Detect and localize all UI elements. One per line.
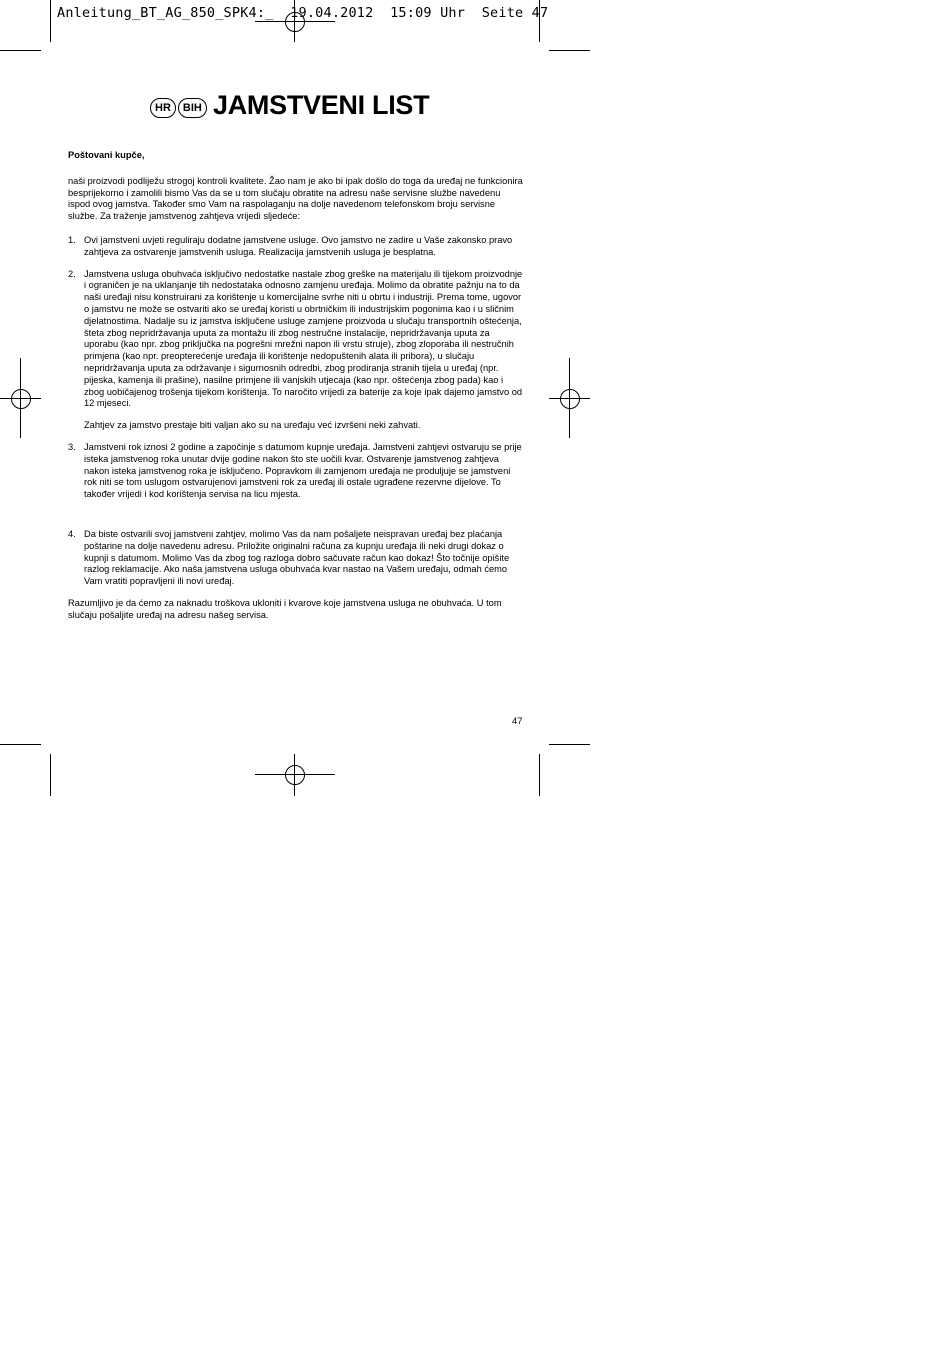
item-2-note: Zahtjev za jamstvo prestaje biti valjan ako su na uređaju već izvršeni neki zahvati. [84,420,421,431]
warranty-item-3 [68,442,524,501]
registration-target-bottom-circle [285,765,305,785]
crop-mark-top-left-h [0,50,41,51]
crop-mark-top-left-v [50,0,51,42]
registration-target-left-circle [11,389,31,409]
item-number: 4. [68,528,76,539]
crop-mark-bottom-right-v [539,754,540,796]
item-number: 3. [68,441,76,452]
crop-mark-top-right-h [549,50,590,51]
spacer [68,511,524,529]
item-text: Jamstveni rok iznosi 2 godine a započinje s datumom kupnje uređaja. Jamstveni zahtjevi ostvaruju se prije isteka jamstvenog roka unutar dvije godine nakon što ste uočili kvar. Ostvarenje jamstvenog zahtjeva nakon isteka jamstvenog roka je isključeno. Popravkom ili zamjenom uređaja ne produljuje se jamstveni rok niti se tom uslugom ostvarujenovi jamstveni rok za uređaj ili ostale ugrađene rezervne dijelove. To također vrijedi i kod korištenja servisa na licu mjesta. [84,441,522,500]
greeting: Poštovani kupče, [68,150,145,160]
country-badge-bih: BIH [178,98,207,118]
crop-mark-bottom-left-h [0,744,41,745]
crop-mark-bottom-right-h [549,744,590,745]
page-title: JAMSTVENI LIST [213,90,430,120]
warranty-item-4 [68,529,524,588]
warranty-item-2 [68,269,524,411]
item-text: Ovi jamstveni uvjeti reguliraju dodatne jamstvene usluge. Ovo jamstvo ne zadire u Vaše zakonsko pravo zahtjeva za ostvarenje jamstvenih usluga. Realizacija jamstvenih usluga je besplatna. [84,234,513,257]
item-text: Da biste ostvarili svoj jamstveni zahtjev, molimo Vas da nam pošaljete neispravan uređaj bez plaćanja poštarine na dolje navedenu adresu. Priložite originalni računa za kupnju uređaja ili neki drugi dokaz o kupnji s datumom. Molimo Vas da zbog tog razloga dobro sačuvate račun kao dokaz! Što točnije opišite razlog reklamacije. Ako naša jamstvena usluga obuhvaća kvar nastao na Vašem uređaju, odmah ćemo Vam vratiti popravljeni ili novi uređaj. [84,528,510,587]
crop-mark-bottom-left-v [50,754,51,796]
warranty-text [68,150,524,622]
item-text: Jamstvena usluga obuhvaća isključivo nedostatke nastale zbog greške na materijalu ili tijekom proizvodnje i ograničen je na uklanjanje tih nedostataka odnosno zamjenu uređaja. Molimo da obratite pažnju na to da naši uređaji nisu konstruirani za korištenje u komercijalne svrhe niti u obrtu i industriji. Prema tome, ugovor o jamstvu ne može se ostvariti ako se uređaj koristi u obrtničkim ili industrijskim pogonima kao i u sličnim djelatnostima. Nadalje su iz jamstva isključene usluge zamjene proizvoda u slučaju transportnih oštećenja, šteta zbog nepridržavanja uputa za montažu ili zbog nestručne instalacije, nepridržavanja uputa za uporabu (kao npr. zbog priključka na pogrešni mrežni napon ili vrstu struje), zbog zloporaba ili nestručnih primjena (kao npr. preopterećenje uređaja ili korištenje nedopuštenih alata ili pribora), u slučaju nepridržavanja uputa za održavanje i sigurnosnih odredbi, zbog prodiranja stranih tijela u uređaj (npr. pijeska, kamenja ili prašine), nasilne primjene ili vanjskih utjecaja (kao npr. oštećenja zbog pada) kao i zbog uobičajenog trošenja tijekom korištenja. To naročito vrijedi za baterije za koje ipak dajemo jamstvo od 12 mjeseci. [84,268,523,409]
item-number: 2. [68,268,76,279]
closing-paragraph: Razumljivo je da ćemo za naknadu troškova ukloniti i kvarove koje jamstvena usluga ne obuhvaća. U tom slučaju pošaljite uređaj na adresu našeg servisa. [68,597,502,620]
page-number: 47 [512,716,523,727]
intro-paragraph: naši proizvodi podliježu strogoj kontroli kvalitete. Žao nam je ako bi ipak došlo do toga da uređaj ne funkcionira besprijekorno i zamolili bismo Vas da se u tom slučaju obratite na adresu naše servisne službe navedenu ispod ovog jamstva. Također smo Vam na raspolaganju na dolje navedenom telefonskom broju servisne službe. Za traženje jamstvenog zahtjeva vrijedi sljedeće: [68,175,523,222]
warranty-item-1 [68,235,524,259]
registration-target-right-circle [560,389,580,409]
country-badge-hr: HR [150,98,176,118]
item-number: 1. [68,234,76,245]
country-badges [150,98,207,118]
print-slug: Anleitung_BT_AG_850_SPK4:_ 19.04.2012 15:09 Uhr Seite 47 [57,5,549,21]
